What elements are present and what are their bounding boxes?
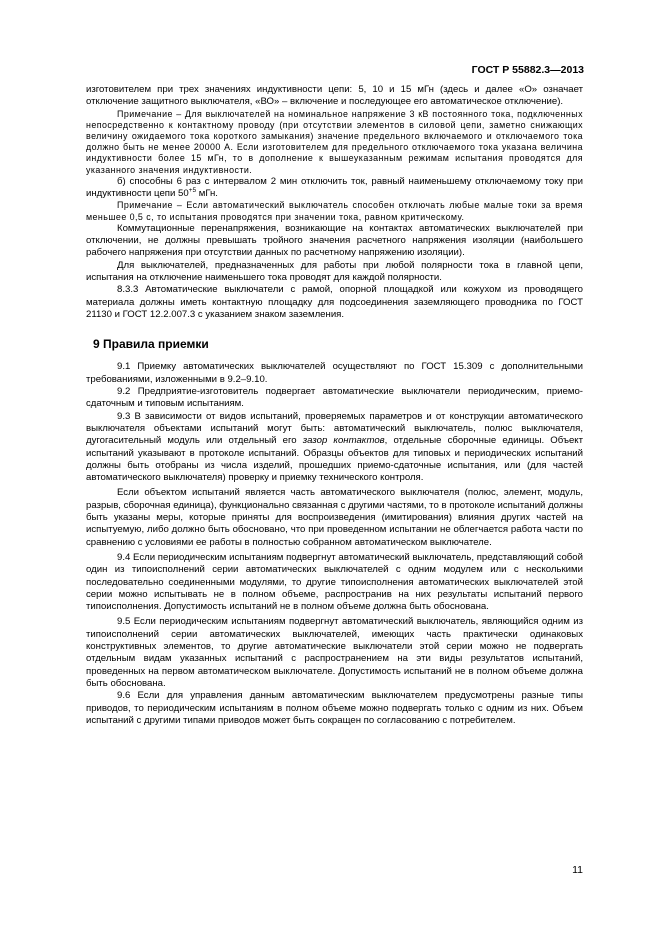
- paragraph-9-5: 9.5 Если периодическим испытаниям подвергнут автоматический выключатель, являющийся одним из типоисполнений серии автоматических выключателей, имеющих часть практически одинаковых конструктивных элементов, то другие автоматические выключатели этой серии можно не подвергать отдельным видам указанных испытаний с распространением на эти виды результатов испытаний, проведенных на первом автоматическом выключателе. Допустимость испытаний не в полном объеме должна быть обоснована.: [86, 616, 583, 689]
- tolerance-superscript: +5: [188, 186, 197, 194]
- paragraph-continuation: изготовителем при трех значениях индуктивности цепи: 5, 10 и 15 мГн (здесь и далее «О» означает отключение защитного выключателя, «ВО» – включение и последующее его автоматическое отключение).: [86, 84, 583, 108]
- note-2: Примечание – Если автоматический выключатель способен отключать любые малые токи за время меньшее 0,5 с, то испытания проводятся при значении тока, равном критическому.: [86, 200, 583, 222]
- page-number: 11: [572, 864, 583, 876]
- paragraph-9-1: 9.1 Приемку автоматических выключателей осуществляют по ГОСТ 15.309 с дополнительными требованиями, изложенными в 9.2–9.10.: [86, 361, 583, 385]
- paragraph-b: [86, 176, 583, 201]
- paragraph-8-3-3: 8.3.3 Автоматические выключатели с рамой, опорной площадкой или кожухом из проводящего материала должны иметь контактную площадку для подсоединения заземляющего проводника по ГОСТ 21130 и ГОСТ 12.2.007.3 с указанием знаком заземления.: [86, 284, 583, 320]
- paragraph-overvoltage: Коммутационные перенапряжения, возникающие на контактах автоматических выключателей при отключении, не должны превышать тройного значения расчетного напряжения изоляции (наибольшего рабочего напряжения при отсутствии данных по расчетному напряжению изоляции).: [86, 222, 583, 259]
- paragraph-b-text: б) способны 6 раз с интервалом 2 мин отключить ток, равный наименьшему отключаемому току при индуктивности цепи 50: [86, 175, 583, 200]
- paragraph-9-3-object: Если объектом испытаний является часть автоматического выключателя (полюс, элемент, модуль, разрыв, сборочная единица), функционально связанная с другими частями, то в протоколе испытаний должны быть указаны меры, которые приняты для воспроизведения (имитирования) влияния других частей на испытуемую, либо должно быть обосновано, что при проведенном испытании не облегчается работа части по сравнению с условиями ее работы в полностью собранном автоматическом выключателе.: [86, 487, 584, 548]
- paragraph-9-3: [86, 411, 583, 485]
- paragraph-9-4: 9.4 Если периодическим испытаниям подвергнут автоматический выключатель, представляющий собой один из типоисполнений серии автоматических выключателей с одним модулем или с несколькими последовательно соединенными модулями, то другие типоисполнения автоматических выключателей этой серии можно испытывать не в полном объеме, распространив на них результаты испытаний первого типоисполнения. Допустимость испытаний не в полном объеме должна быть обоснована.: [86, 551, 583, 613]
- paragraph-9-3-text-cont: , отдельные сборочные единицы. Объект испытаний указывают в протоколе испытаний. Образцы объектов для типовых и периодических испытаний должны быть отобраны из числа изделий, прошедших приемо-сдаточные испытания, или (для частей автоматического выключателя) проверку и приемку технического контроля.: [86, 435, 583, 484]
- paragraph-polarity: Для выключателей, предназначенных для работы при любой полярности тока в главной цепи, испытания на отключение наименьшего тока проводят для каждой полярности.: [86, 259, 583, 283]
- note-1: Примечание – Для выключателей на номинальное напряжение 3 кВ постоянного тока, подключенных непосредственно к контактному проводу (при отсутствии элементов в силовой цепи, заметно снижающих величину ожидаемого тока короткого замыкания) значение предельного включаемого и отключаемого тока должно быть не менее 20000 А. Если изготовителем для предельного отключаемого тока указана величина индуктивности более 15 мГн, то в дополнение к вышеуказанным режимам испытания проводятся для указанного значения индуктивности.: [86, 108, 583, 175]
- paragraph-9-6: 9.6 Если для управления данным автоматическим выключателем предусмотрены разные типы приводов, то периодическим испытаниям в полном объеме можно подвергать только с одним из них. Объем испытаний с другими типами приводов может быть сокращен по согласованию с потребителем.: [86, 690, 583, 726]
- page-body: [86, 84, 583, 727]
- document-code: ГОСТ Р 55882.3—2013: [471, 64, 584, 76]
- section-heading: 9 Правила приемки: [93, 337, 209, 352]
- paragraph-9-2: 9.2 Предприятие-изготовитель подвергает автоматические выключатели периодическим, приемо-сдаточным и типовым испытаниям.: [86, 386, 583, 410]
- paragraph-9-3-text: 9.3 В зависимости от видов испытаний, проверяемых параметров и от конструкции автоматического выключателя объектами испытаний могут быть: автоматический выключатель, полюс выключателя, дугогасительный модуль или отдельный его: [86, 410, 583, 447]
- paragraph-b-unit: мГн.: [196, 188, 218, 200]
- paragraph-9-3-emphasis: зазор контактов: [302, 435, 385, 447]
